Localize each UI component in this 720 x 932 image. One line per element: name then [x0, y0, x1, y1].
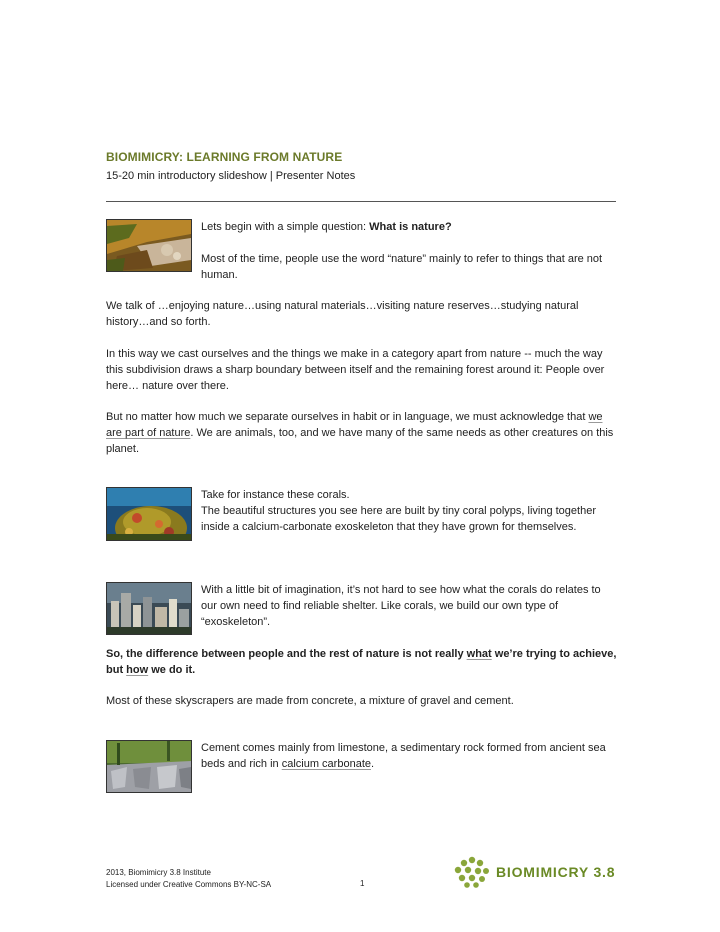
section1-question: Lets begin with a simple question: What is nature?: [201, 221, 452, 233]
section4-paragraph-1: Cement comes mainly from limestone, a sedimentary rock formed from ancient sea beds and rich in calcium carbonate.: [201, 742, 606, 770]
footer-copyright: 2013, Biomimicry 3.8 Institute: [106, 868, 211, 877]
section1-paragraph-3: We talk of …enjoying nature…using natural materials…visiting nature reserves…studying natural history…and so forth.: [106, 300, 579, 328]
section3-paragraph-1: With a little bit of imagination, it’s not hard to see how what the corals do relates to our own need to find reliable shelter. Like corals, we build our own type of “exoskeleton”.: [201, 584, 601, 628]
section1-paragraph-4: In this way we cast ourselves and the things we make in a category apart from nature -- much the way this subdivision draws a sharp boundary between itself and the remaining forest around it: People over here… nature over there.: [106, 348, 605, 392]
biomimicry-logo-icon: [454, 856, 490, 888]
section1-paragraph-5: But no matter how much we separate ourselves in habit or in language, we must acknowledge that we are part of nature. We are animals, too, and we have many of the same needs as other creatures on this planet.: [106, 411, 614, 455]
biomimicry-logo: [454, 856, 615, 888]
section2-line-2: The beautiful structures you see here are built by tiny coral polyps, living together inside a calcium-carbonate exoskeleton that they have grown for themselves.: [201, 505, 596, 533]
header-divider: [106, 201, 616, 202]
document-title: BIOMIMICRY: LEARNING FROM NATURE: [106, 150, 343, 164]
coral-reef-thumbnail: [106, 487, 192, 541]
section1-paragraph-2: Most of the time, people use the word “nature” mainly to refer to things that are not human.: [201, 253, 603, 281]
city-skyline-thumbnail: [106, 582, 192, 635]
document-subtitle: 15-20 min introductory slideshow | Presenter Notes: [106, 170, 356, 182]
forest-boundary-thumbnail: [106, 219, 192, 272]
section3-paragraph-3: Most of these skyscrapers are made from concrete, a mixture of gravel and cement.: [106, 695, 514, 707]
footer-license: Licensed under Creative Commons BY-NC-SA: [106, 880, 272, 889]
logo-wordmark: BIOMIMICRY 3.8: [496, 864, 616, 880]
section3-bold-statement: So, the difference between people and the rest of nature is not really what we’re trying to achieve, but how we do it.: [106, 648, 617, 676]
page-number: 1: [360, 879, 365, 888]
section2-line-1: Take for instance these corals.: [201, 489, 350, 501]
limestone-thumbnail: [106, 740, 192, 793]
